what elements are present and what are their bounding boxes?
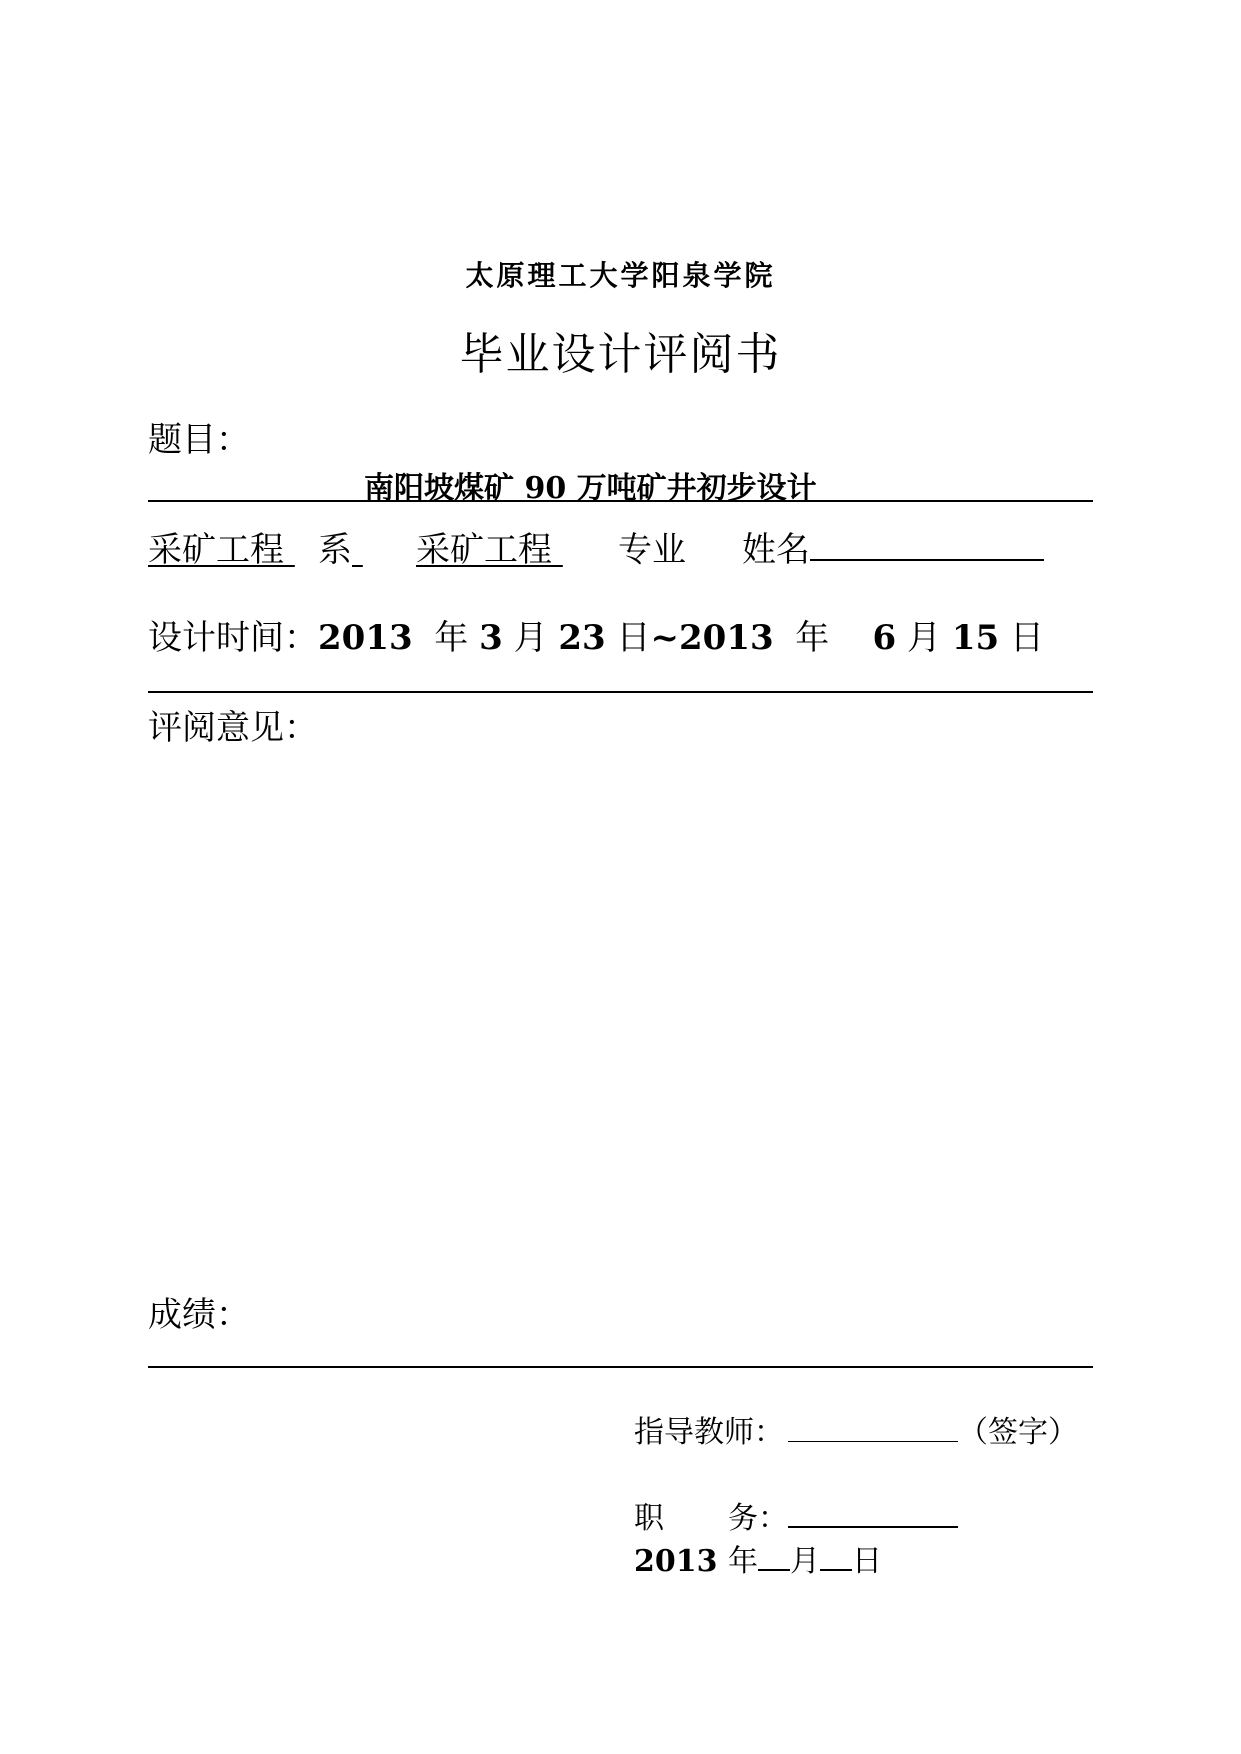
start-year-char: 年 xyxy=(434,618,469,658)
end-month-char: 月 xyxy=(907,618,941,658)
department-value[interactable]: 采矿工程 xyxy=(148,530,284,570)
design-time-underline xyxy=(148,691,1093,693)
sign-date-row xyxy=(634,1536,882,1580)
topic-label: 题目： xyxy=(148,420,250,460)
start-day[interactable]: 23 xyxy=(558,618,606,658)
department-row xyxy=(148,522,1044,571)
sign-month-field[interactable] xyxy=(758,1543,790,1571)
name-label: 姓名 xyxy=(742,530,810,570)
sign-date-year-char: 年 xyxy=(727,1544,758,1579)
start-day-char: 日 xyxy=(616,618,651,658)
document-title: 毕业设计评阅书 xyxy=(459,329,782,380)
topic-value[interactable]: 南阳坡煤矿 90 万吨矿井初步设计 xyxy=(364,471,817,506)
position-field[interactable] xyxy=(788,1498,958,1528)
school-name: 太原理工大学阳泉学院 xyxy=(465,259,776,292)
start-year[interactable]: 2013 xyxy=(318,618,413,658)
grade-label: 成绩： xyxy=(148,1295,250,1335)
name-field[interactable] xyxy=(810,529,1044,561)
grade-value[interactable] xyxy=(260,1300,560,1340)
sign-day-field[interactable] xyxy=(820,1543,852,1571)
department-suffix: 系 xyxy=(318,530,352,570)
major-value[interactable]: 采矿工程 xyxy=(416,530,552,570)
design-time-label: 设计时间： xyxy=(148,618,318,658)
position-label-2: 务： xyxy=(728,1501,788,1536)
sign-date-year[interactable]: 2013 xyxy=(634,1544,718,1579)
start-month-char: 月 xyxy=(513,618,548,658)
position-label-1: 职 xyxy=(634,1501,664,1536)
major-suffix: 专业 xyxy=(618,530,686,570)
end-year[interactable]: 2013 xyxy=(679,618,774,658)
opinion-label: 评阅意见： xyxy=(148,708,318,748)
department-blank xyxy=(284,530,318,570)
advisor-row xyxy=(634,1407,1078,1451)
opinion-area[interactable] xyxy=(148,760,1093,1260)
sign-note: （签字） xyxy=(958,1415,1078,1450)
end-year-char: 年 xyxy=(795,618,830,658)
sign-date-month-char: 月 xyxy=(789,1544,820,1579)
end-month[interactable]: 6 xyxy=(872,618,897,658)
grade-underline xyxy=(148,1366,1093,1368)
start-month[interactable]: 3 xyxy=(479,618,503,658)
advisor-label: 指导教师： xyxy=(634,1415,784,1450)
major-blank-left xyxy=(352,530,416,570)
position-row xyxy=(634,1493,958,1537)
end-day-char: 日 xyxy=(1009,618,1044,658)
sign-date-day-char: 日 xyxy=(851,1544,882,1579)
topic-underline xyxy=(148,500,1093,502)
range-tilde: ~ xyxy=(650,618,680,658)
advisor-signature-field[interactable] xyxy=(788,1413,958,1442)
end-day[interactable]: 15 xyxy=(951,618,1000,658)
major-blank-right xyxy=(552,530,618,570)
design-time-row xyxy=(148,610,1044,659)
